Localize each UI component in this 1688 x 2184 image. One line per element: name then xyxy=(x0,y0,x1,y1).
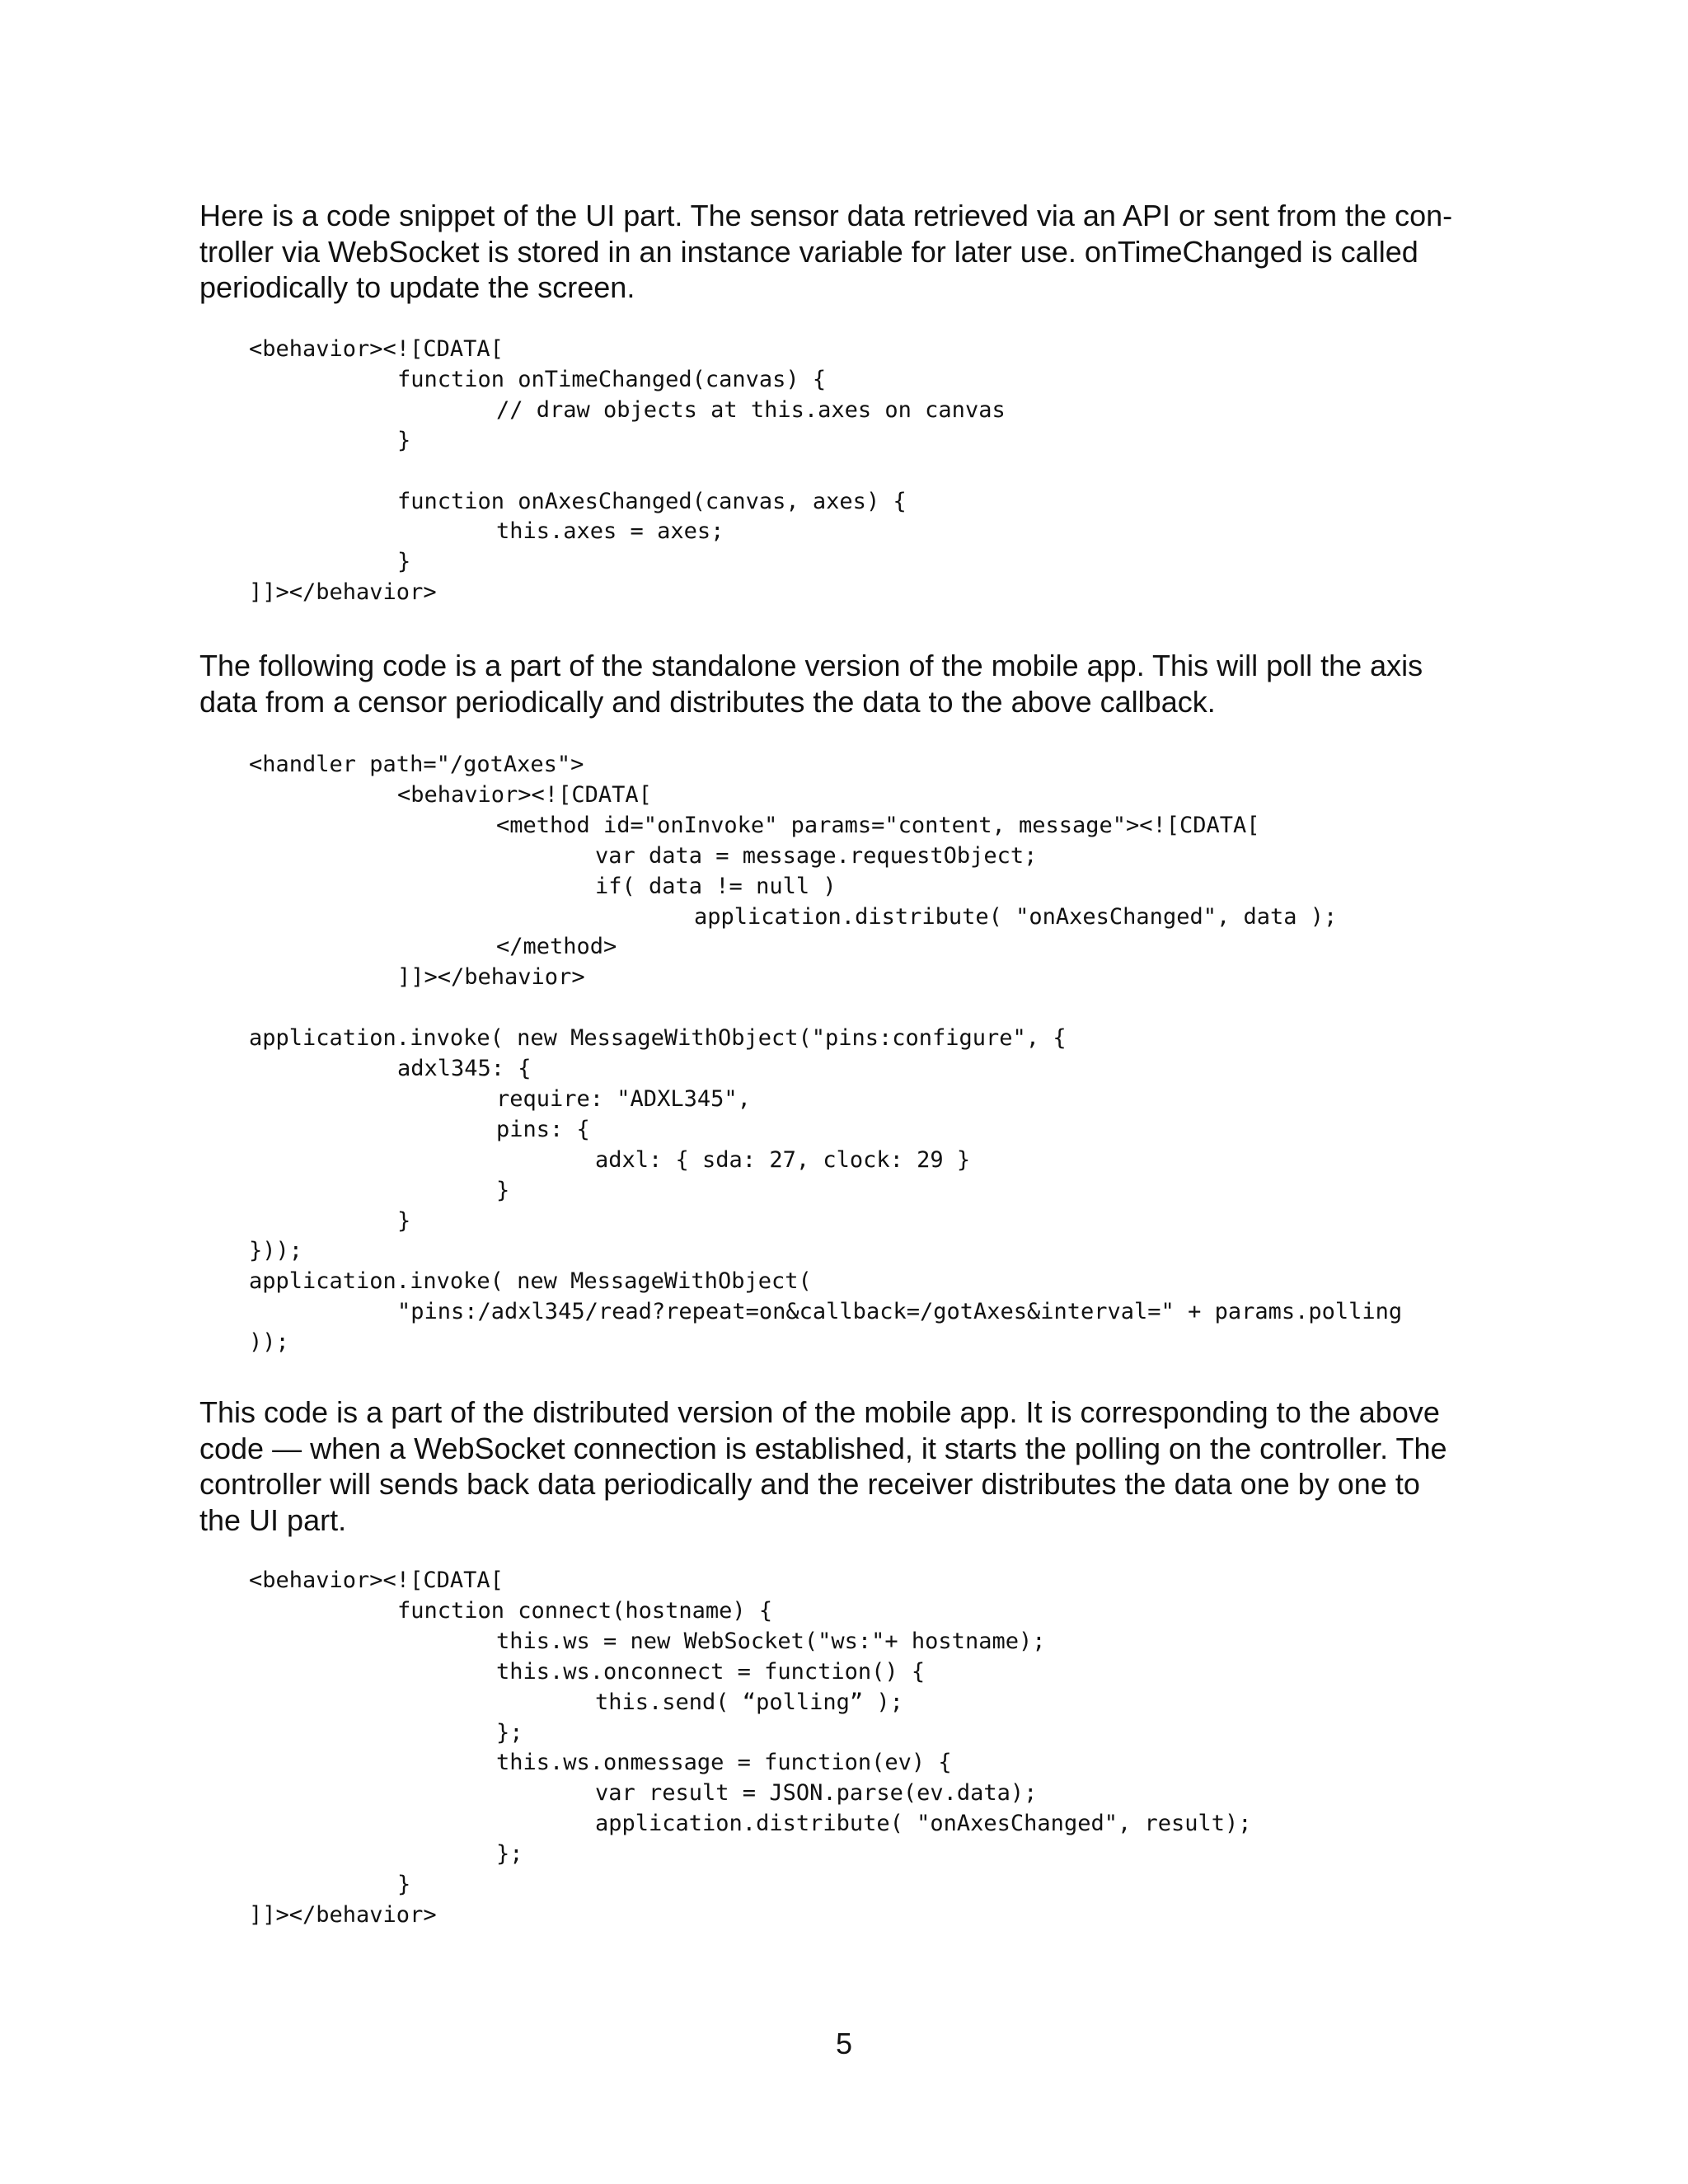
code-line: pins: { xyxy=(496,1116,590,1142)
code-line: adxl345: { xyxy=(397,1056,532,1082)
code-line: application.invoke( new MessageWithObject( xyxy=(249,1268,812,1295)
code-line: function onTimeChanged(canvas) { xyxy=(397,366,827,392)
code-line: this.ws.onmessage = function(ev) { xyxy=(496,1750,952,1776)
code-line: <handler path="/gotAxes"> xyxy=(249,752,584,777)
text-line: code — when a WebSocket connection is established, it starts the polling on the controller. The xyxy=(199,1431,1447,1465)
text-line: The following code is a part of the standalone version of the mobile app. This will poll the axis xyxy=(199,649,1423,682)
code-block-websocket-behavior xyxy=(249,1566,1252,1931)
code-line: <behavior><![CDATA[ xyxy=(249,1568,504,1593)
code-line: function onAxesChanged(canvas, axes) { xyxy=(397,488,907,514)
paragraph-ui-intro xyxy=(199,198,1493,306)
code-line: <method id="onInvoke" params="content, message"><![CDATA[ xyxy=(496,812,1260,838)
code-line: <behavior><![CDATA[ xyxy=(249,336,504,362)
page-number: 5 xyxy=(835,2027,853,2060)
code-line: this.ws.onconnect = function() { xyxy=(496,1658,926,1685)
code-line: this.send( “polling” ); xyxy=(595,1689,903,1715)
code-line: application.invoke( new MessageWithObject("pins:configure", { xyxy=(249,1025,1067,1052)
code-line: ]]></behavior> xyxy=(397,964,585,991)
code-line: "pins:/adxl345/read?repeat=on&callback=/gotAxes&interval=" + params.polling xyxy=(397,1299,1403,1325)
code-line: application.distribute( "onAxesChanged", data ); xyxy=(694,903,1338,930)
code-line: var result = JSON.parse(ev.data); xyxy=(595,1780,1038,1807)
code-line xyxy=(249,457,1006,487)
code-line: var data = message.requestObject; xyxy=(595,842,1038,869)
code-block-standalone-handler xyxy=(249,750,1402,1358)
code-line: ]]></behavior> xyxy=(249,1901,437,1928)
code-line: function connect(hostname) { xyxy=(397,1597,773,1624)
code-line: require: "ADXL345", xyxy=(496,1085,751,1112)
code-line: this.axes = axes; xyxy=(496,518,724,545)
text-line: controller will sends back data periodically and the receiver distributes the data one by one to xyxy=(199,1467,1420,1502)
code-line: </method> xyxy=(496,934,617,960)
code-line: )); xyxy=(249,1329,289,1356)
text-line: data from a censor periodically and distributes the data to the above callback. xyxy=(199,684,1216,719)
code-line: } xyxy=(496,1177,510,1203)
code-block-ui-behavior xyxy=(249,335,1006,608)
code-line: if( data != null ) xyxy=(595,873,837,899)
code-line: <behavior><![CDATA[ xyxy=(397,781,652,808)
paragraph-distributed-intro xyxy=(199,1394,1493,1538)
text-line: troller via WebSocket is stored in an instance variable for later use. onTimeChanged is called xyxy=(199,234,1418,269)
code-line xyxy=(249,993,1402,1024)
text-line: This code is a part of the distributed version of the mobile app. It is corresponding to the above xyxy=(199,1395,1440,1429)
code-line: adxl: { sda: 27, clock: 29 } xyxy=(595,1146,971,1173)
text-line: Here is a code snippet of the UI part. The sensor data retrieved via an API or sent from the con- xyxy=(199,199,1453,232)
code-line: }; xyxy=(496,1719,523,1746)
code-line: application.distribute( "onAxesChanged", result); xyxy=(595,1811,1252,1837)
text-line: the UI part. xyxy=(199,1502,347,1537)
text-line: periodically to update the screen. xyxy=(199,270,635,305)
code-line: // draw objects at this.axes on canvas xyxy=(496,396,1006,423)
code-line: this.ws = new WebSocket("ws:"+ hostname); xyxy=(496,1628,1046,1654)
code-line: } xyxy=(397,1872,411,1898)
code-line: } xyxy=(397,549,411,575)
code-line: } xyxy=(397,427,411,453)
code-line: })); xyxy=(249,1238,303,1264)
code-line: }; xyxy=(496,1841,523,1868)
code-line: } xyxy=(397,1207,411,1234)
code-line: ]]></behavior> xyxy=(249,579,437,606)
paragraph-standalone-intro xyxy=(199,648,1493,719)
